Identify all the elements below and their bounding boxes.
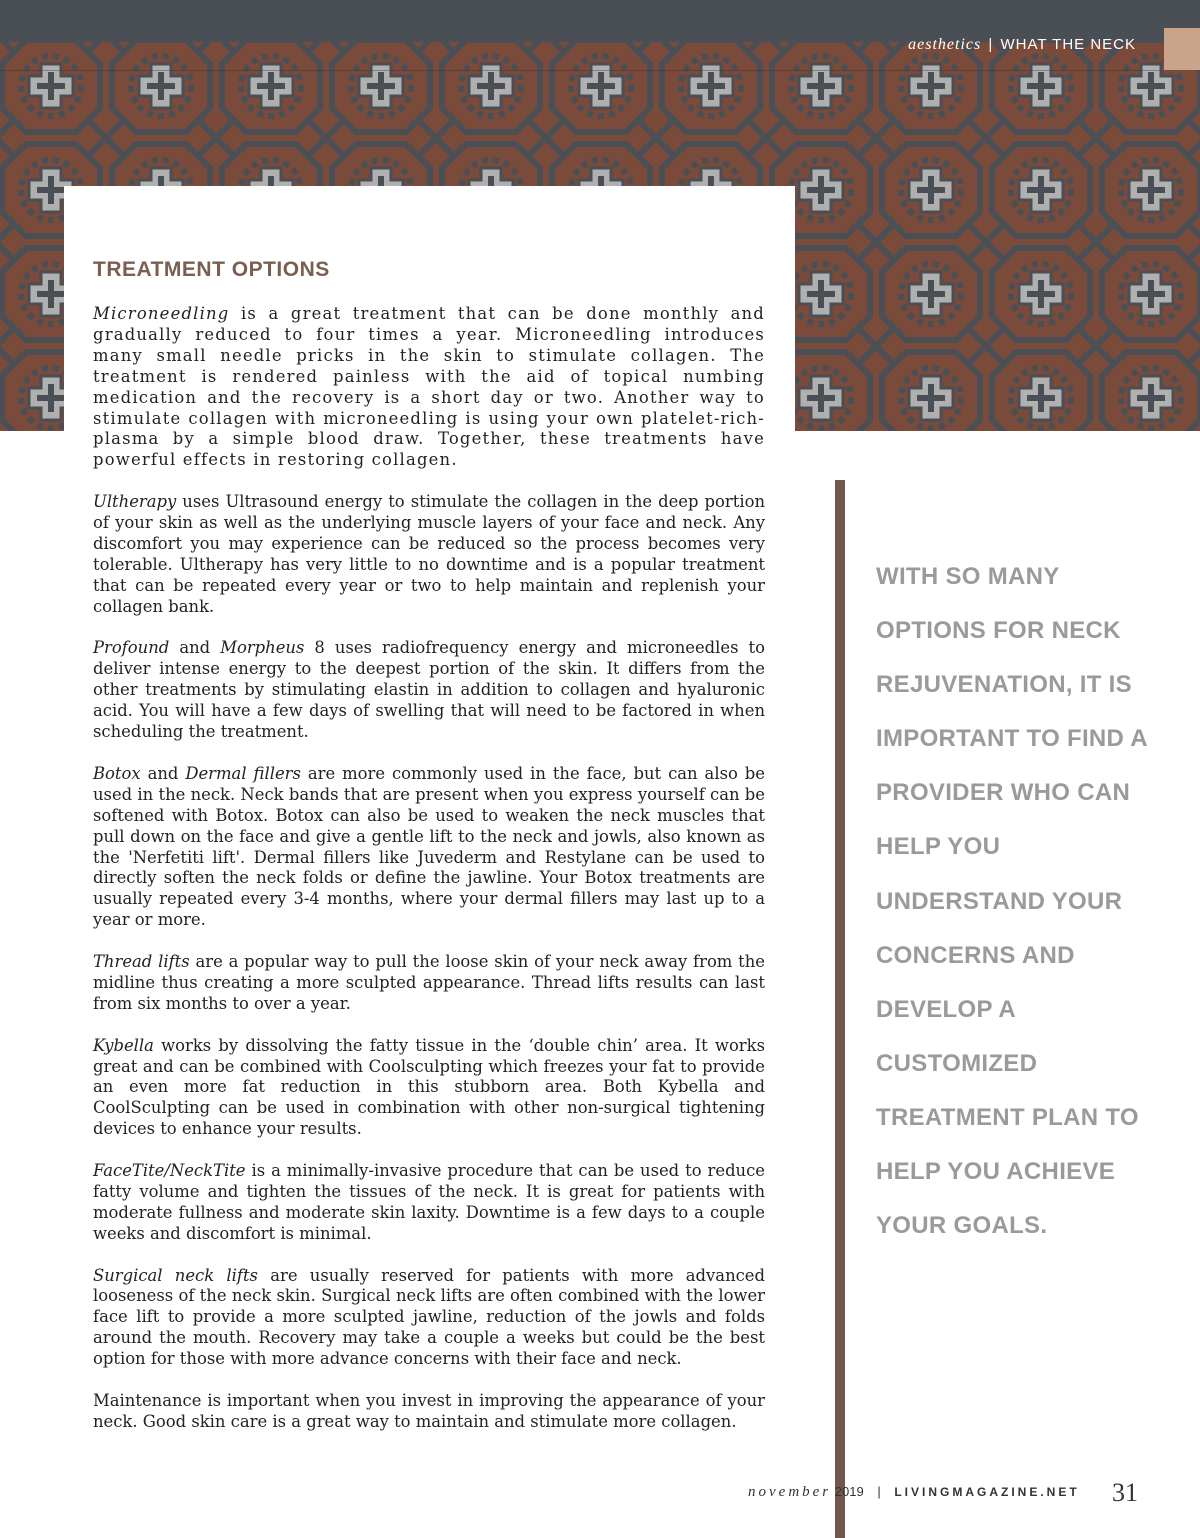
accent-vertical-bar [835, 480, 845, 1538]
article-paragraphs [93, 304, 765, 1433]
treatment-name: Kybella [93, 1035, 154, 1055]
paragraph-joiner: and [140, 763, 186, 783]
section-tag [908, 36, 1136, 54]
paragraph-text: are a popular way to pull the loose skin of your neck away from the midline thus creating a more sculpted appearance. Thread lifts results can last from six months to over a year. [93, 952, 765, 1013]
treatment-name: Thread lifts [93, 952, 190, 972]
pull-quote: WITH SO MANY OPTIONS FOR NECK REJUVENATION, IT IS IMPORTANT TO FIND A PROVIDER WHO CAN HELP YOU UNDERSTAND YOUR CONCERNS AND DEVELOP A CUSTOMIZED TREATMENT PLAN TO HELP YOU ACHIEVE YOUR GOALS. [876, 563, 1148, 1240]
paragraph-text: are more commonly used in the face, but can also be used in the neck. Neck bands that are present when you express yourself can be softened with Botox. Botox can also be used to weaken the neck muscles that pull down on the face and give a gentle lift to the neck and jowls, also known as the 'Nerfetiti lift'. Dermal fillers like Juvederm and Restylane can be used to directly soften the neck folds or define the jawline. Your Botox treatments are usually repeated every 3-4 months, where your dermal fillers may last up to a year or more. [93, 763, 765, 930]
treatment-name: FaceTite/NeckTite [93, 1161, 246, 1181]
article-paragraph [93, 1036, 765, 1141]
footer-separator: | [877, 1484, 881, 1499]
treatment-name: Dermal fillers [185, 763, 301, 783]
treatment-name: Botox [93, 763, 141, 783]
page-footer [748, 1478, 1138, 1510]
footer-month: november [748, 1484, 832, 1500]
article-paragraph [93, 1161, 765, 1245]
section-title: WHAT THE NECK [1000, 36, 1136, 53]
paragraph-text: Maintenance is important when you invest in improving the appearance of your neck. Good skin care is a great way to maintain and stimulate more collagen. [93, 1391, 765, 1431]
article-paragraph [93, 1391, 765, 1433]
paragraph-text: uses Ultrasound energy to stimulate the collagen in the deep portion of your skin as well as the underlying muscle layers of your face and neck. Any discomfort you may experience can be reduced so the process becomes very tolerable. Ultherapy has very little to no downtime and is a popular treatment that can be repeated every year or two to help maintain and replenish your collagen bank. [93, 492, 765, 616]
treatment-name: Ultherapy [93, 492, 177, 512]
header-rule [0, 70, 1162, 71]
page-number: 31 [1112, 1478, 1138, 1507]
article-body [93, 258, 765, 1454]
footer-site: LIVINGMAGAZINE.NET [894, 1485, 1080, 1499]
paragraph-joiner: and [169, 638, 221, 658]
treatment-name: Profound [93, 638, 170, 658]
article-paragraph [93, 304, 765, 471]
treatment-name: Surgical neck lifts [93, 1265, 258, 1285]
article-paragraph [93, 764, 765, 931]
section-separator: | [988, 36, 994, 53]
article-heading: TREATMENT OPTIONS [93, 258, 330, 281]
paragraph-text: works by dissolving the fatty tissue in the ‘double chin’ area. It works great and can be combined with Coolsculpting which freezes your fat to provide an even more fat reduction in this stubborn area. Both Kybella and CoolSculpting can be used in combination with other non-surgical tightening devices to enhance your results. [93, 1035, 765, 1139]
corner-tab [1164, 28, 1200, 70]
article-paragraph [93, 492, 765, 617]
paragraph-text: is a great treatment that can be done monthly and gradually reduced to four times a year. Microneedling introduces many small needle pricks in the skin to stimulate collagen. The treatment is rendered painless with the aid of topical numbing medication and the recovery is a short day or two. Another way to stimulate collagen with microneedling is using your own platelet-rich-plasma by a simple blood draw. Together, these treatments have powerful effects in restoring collagen. [93, 304, 765, 470]
paragraph-text: is a minimally-invasive procedure that can be used to reduce fatty volume and tighten the tissues of the neck. It is great for patients with moderate fullness and moderate skin laxity. Downtime is a few days to a couple weeks and discomfort is minimal. [93, 1161, 765, 1243]
article-paragraph [93, 1266, 765, 1371]
treatment-name: Microneedling [93, 304, 230, 323]
article-paragraph [93, 952, 765, 1015]
section-category: aesthetics [908, 36, 982, 53]
footer-year: 2019 [834, 1484, 864, 1499]
article-paragraph [93, 638, 765, 743]
treatment-name: Morpheus [220, 638, 305, 658]
paragraph-text: are usually reserved for patients with more advanced looseness of the neck skin. Surgical neck lifts are often combined with the lower face lift to provide a more sculpted jawline, reduction of the jowls and folds around the mouth. Recovery may take a couple a weeks but could be the best option for those with more advance concerns with their face and neck. [93, 1265, 765, 1369]
paragraph-text: 8 uses radiofrequency energy and microneedles to deliver intense energy to the deepest portion of the skin. It differs from the other treatments by stimulating elastin in addition to collagen and hyaluronic acid. You will have a few days of swelling that will need to be factored in when scheduling the treatment. [93, 638, 765, 742]
